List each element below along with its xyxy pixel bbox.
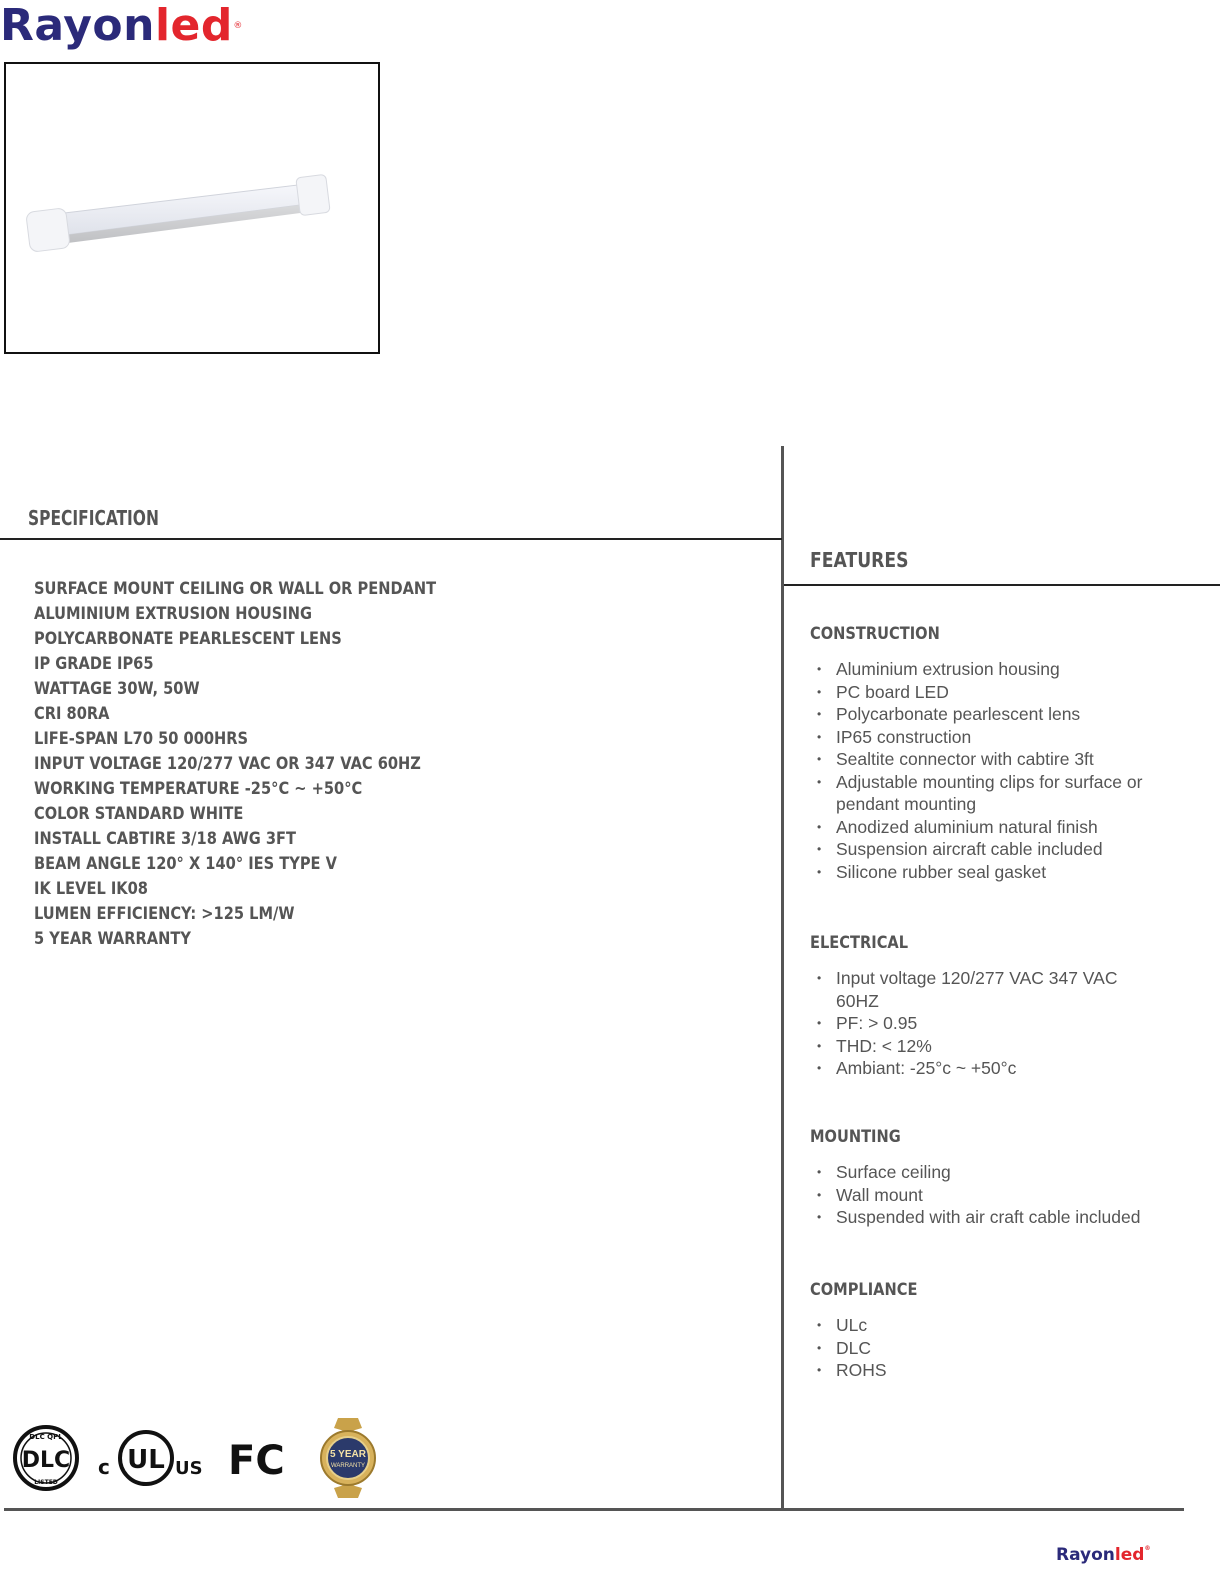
- spec-item: SURFACE MOUNT CEILING OR WALL OR PENDANT: [34, 579, 437, 599]
- warranty-seal: [321, 1418, 375, 1498]
- product-image: [6, 64, 378, 352]
- specification-title: SPECIFICATION: [28, 506, 159, 530]
- specification-list: [34, 577, 502, 952]
- mounting-item: • Surface ceiling: [810, 1161, 1190, 1184]
- footer-logo-part2: led: [1114, 1545, 1145, 1565]
- construction-item: • Silicone rubber seal gasket: [810, 861, 1190, 884]
- brand-logo-part2: led: [154, 0, 233, 51]
- electrical-section: [810, 933, 1190, 1080]
- construction-item: • Sealtite connector with cabtire 3ft: [810, 748, 1190, 771]
- construction-item: • Suspension aircraft cable included: [810, 838, 1190, 861]
- brand-logo-part1: Rayon: [0, 0, 155, 51]
- construction-item: • Anodized aluminium natural finish: [810, 816, 1190, 839]
- brand-logo-reg: ®: [233, 21, 243, 31]
- svg-text:DLC: DLC: [21, 1448, 71, 1473]
- electrical-item: • PF: > 0.95: [810, 1012, 1190, 1035]
- electrical-item: • THD: < 12%: [810, 1035, 1190, 1058]
- compliance-section: [810, 1280, 1190, 1382]
- svg-text:DLC QPL: DLC QPL: [29, 1433, 63, 1441]
- spec-item: BEAM ANGLE 120° X 140° IES TYPE V: [34, 854, 337, 874]
- svg-text:WARRANTY: WARRANTY: [330, 1463, 366, 1469]
- spec-item: WORKING TEMPERATURE -25°C ~ +50°C: [34, 779, 363, 799]
- spec-item: ALUMINIUM EXTRUSION HOUSING: [34, 604, 312, 624]
- product-image-frame: [4, 62, 380, 354]
- spec-item: IK LEVEL IK08: [34, 879, 148, 899]
- spec-item: LIFE-SPAN L70 50 000HRS: [34, 729, 249, 749]
- electrical-item: • Ambiant: -25°c ~ +50°c: [810, 1057, 1190, 1080]
- compliance-title: COMPLIANCE: [810, 1280, 918, 1300]
- brand-logo: [0, 0, 243, 52]
- compliance-item: • DLC: [810, 1337, 1190, 1360]
- bottom-rule: [4, 1508, 1184, 1511]
- spec-item: COLOR STANDARD WHITE: [34, 804, 244, 824]
- mounting-title: MOUNTING: [810, 1127, 901, 1147]
- column-divider: [781, 446, 784, 1510]
- mounting-item: • Suspended with air craft cable included: [810, 1206, 1190, 1229]
- svg-text:UL: UL: [127, 1445, 165, 1475]
- compliance-item: • ROHS: [810, 1359, 1190, 1382]
- features-title: FEATURES: [810, 548, 909, 572]
- spec-item: WATTAGE 30W, 50W: [34, 679, 200, 699]
- spec-item: INPUT VOLTAGE 120/277 VAC OR 347 VAC 60HZ: [34, 754, 421, 774]
- fcc-logo: [228, 1438, 285, 1484]
- spec-item: CRI 80RA: [34, 704, 110, 724]
- certification-badges: [10, 1418, 390, 1507]
- specification-rule: [0, 538, 782, 540]
- svg-text:5 YEAR: 5 YEAR: [330, 1449, 366, 1460]
- features-rule: [784, 584, 1220, 586]
- spec-item: LUMEN EFFICIENCY: >125 LM/W: [34, 904, 295, 924]
- svg-text:US: US: [175, 1458, 203, 1479]
- svg-text:FC: FC: [228, 1438, 285, 1484]
- electrical-title: ELECTRICAL: [810, 933, 909, 953]
- dlc-logo: [15, 1427, 77, 1489]
- footer-logo-part1: Rayon: [1056, 1545, 1115, 1565]
- mounting-section: [810, 1127, 1190, 1229]
- footer-brand-logo: [1056, 1545, 1150, 1565]
- construction-item: • Polycarbonate pearlescent lens: [810, 703, 1190, 726]
- svg-text:LISTED: LISTED: [34, 1479, 58, 1486]
- construction-item: • Adjustable mounting clips for surface or pendant mounting: [810, 771, 1190, 816]
- mounting-item: • Wall mount: [810, 1184, 1190, 1207]
- spec-item: POLYCARBONATE PEARLESCENT LENS: [34, 629, 342, 649]
- construction-item: • Aluminium extrusion housing: [810, 658, 1190, 681]
- spec-item: INSTALL CABTIRE 3/18 AWG 3FT: [34, 829, 296, 849]
- spec-item: 5 YEAR WARRANTY: [34, 929, 191, 949]
- construction-section: [810, 624, 1190, 883]
- construction-item: • PC board LED: [810, 681, 1190, 704]
- spec-item: IP GRADE IP65: [34, 654, 154, 674]
- compliance-item: • ULc: [810, 1314, 1190, 1337]
- ul-logo: [98, 1432, 203, 1484]
- svg-text:c: c: [98, 1455, 110, 1479]
- construction-item: • IP65 construction: [810, 726, 1190, 749]
- footer-logo-reg: ®: [1144, 1545, 1151, 1552]
- construction-title: CONSTRUCTION: [810, 624, 940, 644]
- electrical-item: • Input voltage 120/277 VAC 347 VAC 60HZ: [810, 967, 1190, 1012]
